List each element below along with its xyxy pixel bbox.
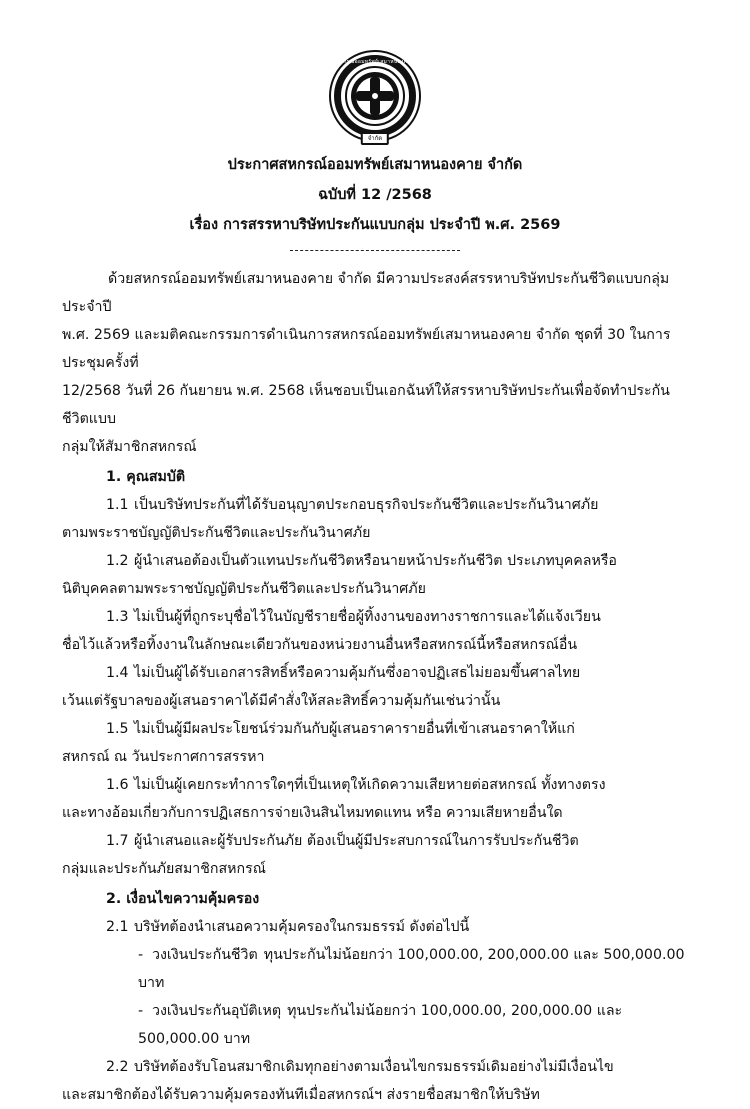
intro-line-4: กลุ่มให้สัมาชิกสหกรณ์ bbox=[62, 439, 197, 455]
clause-number: 1.1 bbox=[106, 497, 129, 513]
intro-line-1: ด้วยสหกรณ์ออมทรัพย์เสมาหนองคาย จำกัด มีความประสงค์สรรหาบริษัทประกันชีวิตแบบกลุ่มประจำปี bbox=[62, 271, 670, 315]
document-body bbox=[62, 265, 688, 1109]
clause-1-5-cont: สหกรณ์ ณ วันประกาศการสรรหา bbox=[62, 749, 265, 765]
clause-number: 1.2 bbox=[106, 553, 129, 569]
divider-line bbox=[290, 250, 460, 251]
clause-1-2 bbox=[62, 547, 688, 575]
clause-text: เป็นบริษัทประกันที่ได้รับอนุญาตประกอบธุรกิจประกันชีวิตและประกันวินาศภัย bbox=[134, 497, 599, 513]
clause-2-1 bbox=[62, 913, 688, 941]
clause-1-4 bbox=[62, 659, 688, 687]
clause-1-2-cont: นิติบุคคลตามพระราชบัญญัติประกันชีวิตและประกันวินาศภัย bbox=[62, 581, 426, 597]
clause-2-2-cont: และสมาชิกต้องได้รับความคุ้มครองทันทีเมื่อสหกรณ์ฯ ส่งรายชื่อสมาชิกให้บริษัท bbox=[62, 1087, 540, 1103]
emblem-hub bbox=[370, 91, 380, 101]
clause-text: ไม่เป็นผู้ที่ถูกระบุชื่อไว้ในบัญชีรายชื่อผู้ทิ้งงานของทางราชการและได้แจ้งเวียน bbox=[134, 609, 601, 625]
clause-text: ไม่เป็นผู้มีผลประโยชน์ร่วมกันกับผู้เสนอราคารายอื่นที่เข้าเสนอราคาให้แก่ bbox=[134, 721, 575, 737]
coverage-item-accident bbox=[62, 997, 688, 1053]
clause-1-1 bbox=[62, 491, 688, 519]
clause-1-5 bbox=[62, 715, 688, 743]
clause-text: บริษัทต้องนำเสนอความคุ้มครองในกรมธรรม์ ดังต่อไปนี้ bbox=[134, 919, 470, 935]
emblem-graphic bbox=[329, 50, 421, 142]
clause-text: ผู้นำเสนอและผู้รับประกันภัย ต้องเป็นผู้มีประสบการณ์ในการรับประกันชีวิต bbox=[134, 833, 579, 849]
clause-1-7 bbox=[62, 827, 688, 855]
coverage-label: วงเงินประกันชีวิต bbox=[152, 947, 258, 963]
clause-text: ผู้นำเสนอต้องเป็นตัวแทนประกันชีวิตหรือนายหน้าประกันชีวิต ประเภทบุคคลหรือ bbox=[134, 553, 617, 569]
page-title: ประกาศสหกรณ์ออมทรัพย์เสมาหนองคาย จำกัด bbox=[227, 157, 523, 173]
intro-line-3: 12/2568 วันที่ 26 กันยายน พ.ศ. 2568 เห็นชอบเป็นเอกฉันท์ให้สรรหาบริษัทประกันเพื่อจัดทำประกันชีวิตแบบ bbox=[62, 383, 670, 427]
bullet-dash: - bbox=[138, 947, 144, 963]
clause-text: ไม่เป็นผู้เคยกระทำการใดๆที่เป็นเหตุให้เกิดความเสียหายต่อสหกรณ์ ทั้งทางตรง bbox=[134, 777, 606, 793]
coverage-label: วงเงินประกันอุบัติเหตุ bbox=[152, 1003, 282, 1019]
clause-number: 2.1 bbox=[106, 919, 129, 935]
section-heading-qualifications: 1. คุณสมบัติ bbox=[106, 469, 186, 485]
clause-number: 1.7 bbox=[106, 833, 129, 849]
header-divider bbox=[62, 250, 688, 251]
clause-1-6-cont: และทางอ้อมเกี่ยวกับการปฏิเสธการจ่ายเงินสินไหมทดแทน หรือ ความเสียหายอื่นใด bbox=[62, 805, 563, 821]
clause-2-2 bbox=[62, 1053, 688, 1081]
clause-1-6 bbox=[62, 771, 688, 799]
document-subject: เรื่อง การสรรหาบริษัทประกันแบบกลุ่ม ประจำปี พ.ศ. 2569 bbox=[189, 217, 561, 233]
coverage-amount: ทุนประกันไม่น้อยกว่า 100,000.00, 200,000.00 และ 500,000.00 บาท bbox=[138, 1003, 623, 1047]
clause-number: 1.6 bbox=[106, 777, 129, 793]
intro-line-2: พ.ศ. 2569 และมติคณะกรรมการดำเนินการสหกรณ์ออมทรัพย์เสมาหนองคาย จำกัด ชุดที่ 30 ในการประชุมครั้งที่ bbox=[62, 327, 671, 371]
clause-1-3 bbox=[62, 603, 688, 631]
clause-1-4-cont: เว้นแต่รัฐบาลของผู้เสนอราคาได้มีคำสั่งให้สละสิทธิ์ความคุ้มกันเช่นว่านั้น bbox=[62, 693, 501, 709]
clause-number: 1.3 bbox=[106, 609, 129, 625]
bullet-dash: - bbox=[138, 1003, 144, 1019]
clause-text: บริษัทต้องรับโอนสมาชิกเดิมทุกอย่างตามเงื่อนไขกรมธรรม์เดิมอย่างไม่มีเงื่อนไข bbox=[134, 1059, 614, 1075]
emblem-arc-top-text: สหกรณ์ออมทรัพย์เสมาหนองคาย bbox=[336, 59, 414, 65]
section-heading-coverage: 2. เงื่อนไขความคุ้มครอง bbox=[106, 891, 260, 907]
clause-number: 1.4 bbox=[106, 665, 129, 681]
document-issue-number: ฉบับที่ 12 /2568 bbox=[318, 187, 432, 203]
cooperative-emblem bbox=[62, 50, 688, 142]
coverage-amount: ทุนประกันไม่น้อยกว่า 100,000.00, 200,000.00 และ 500,000.00 บาท bbox=[138, 947, 685, 991]
coverage-item-life bbox=[62, 941, 688, 997]
clause-1-3-cont: ชื่อไว้แล้วหรือทิ้งงานในลักษณะเดียวกันของหน่วยงานอื่นหรือสหกรณ์นี้หรือสหกรณ์อื่น bbox=[62, 637, 578, 653]
clause-1-7-cont: กลุ่มและประกันภัยสมาชิกสหกรณ์ bbox=[62, 861, 266, 877]
emblem-banner-text: จำกัด bbox=[361, 132, 389, 145]
clause-1-1-cont: ตามพระราชบัญญัติประกันชีวิตและประกันวินาศภัย bbox=[62, 525, 371, 541]
clause-number: 2.2 bbox=[106, 1059, 129, 1075]
clause-number: 1.5 bbox=[106, 721, 129, 737]
clause-text: ไม่เป็นผู้ได้รับเอกสารสิทธิ์หรือความคุ้มกันซึ่งอาจปฏิเสธไม่ยอมขึ้นศาลไทย bbox=[134, 665, 581, 681]
